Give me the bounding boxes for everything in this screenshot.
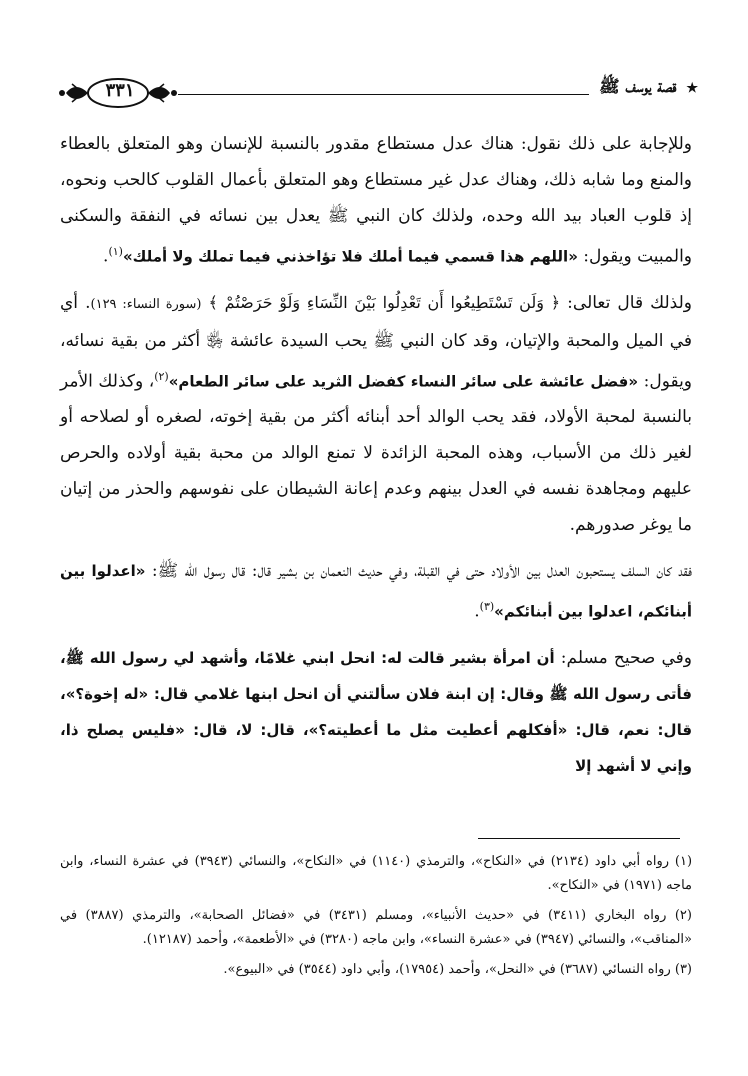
paragraph-4-part-d: ، قال: لا، قال:	[193, 720, 309, 739]
paragraph-4-intro: وفي صحيح مسلم:	[560, 647, 692, 668]
hadith-quote-4a: «له إخوة؟»	[65, 684, 149, 703]
main-text	[60, 126, 692, 794]
footnotes	[60, 850, 692, 988]
footnote-ref-1: (١)	[108, 245, 123, 258]
paragraph-1-text: وللإجابة على ذلك نقول: هناك عدل مستطاع مقدور بالنسبة للإنسان وهو المتعلق بالعطاء والمنع وما شابه ذلك، وهناك عدل غير مستطاع وهو المتعلق بأعمال القلوب كالحب ونحوه، إذ قلوب العباد بيد الله وحده، ولذلك كان النبي ﷺ يعدل بين نسائه في النفقة والسكنى والمبيت ويقول:	[60, 134, 692, 267]
footnote-ref-2: (٢)	[154, 369, 169, 383]
footnote-2: (٢) رواه البخاري (٣٤١١) في «حديث الأنبياء»، ومسلم (٣٤٣١) في «فضائل الصحابة»، والترمذي (٣٨٨٧) في «المناقب»، والنسائي (٣٩٤٧) في «عشرة النساء»، وابن ماجه (٣٢٨٠) في «الأطعمة»، وأحمد (١٢١٨٧).	[60, 908, 692, 947]
paragraph-2-intro: ولذلك قال تعالى:	[567, 292, 692, 313]
page-number: ٣٣١	[105, 80, 135, 101]
page-header	[58, 72, 698, 112]
hadith-quote-3: «اعدلوا بين أبنائكم، اعدلوا بين أبنائكم»	[60, 562, 692, 621]
paragraph-4	[60, 640, 692, 784]
paragraph-2-end: ، وكذلك الأمر بالنسبة لمحبة الأولاد، فقد يحب الوالد أحد أبنائه أكثر من بقية إخوته، لصغره أو لصلاحه أو لغير ذلك من الأسباب، وهذه المحبة الزائدة لا تمنع الوالد من محبة بقية أولاده والحرص عليهم ومجاهدة نفسه في العدل بينهم وعدم إعانة الشيطان على نفوسهم والحذر من إتيان ما يوغر صدورهم.	[60, 371, 692, 536]
hadith-quote-2: «فضل عائشة على سائر النساء كفضل الثريد على سائر الطعام»	[168, 372, 639, 391]
paragraph-2-body: . أي في الميل والمحبة والإتيان، وقد كان النبي ﷺ يحب السيدة عائشة ﵂ أكثر من بقية نسائه، ويقول:	[60, 292, 693, 392]
paragraph-1: وللإجابة على ذلك نقول: هناك عدل مستطاع مقدور بالنسبة للإنسان وهو المتعلق بالعطاء والمنع وما شابه ذلك، وهناك عدل غير مستطاع وهو المتعلق بأعمال القلوب كالحب ونحوه، إذ قلوب العباد بيد الله وحده، ولذلك كان النبي ﷺ يعدل بين نسائه في النفقة والسكنى والمبيت ويقول: «اللهم هذا قسمي فيما أملك فلا تؤاخذني فيما تملك ولا أملك»$^{(١)}$.	[60, 134, 692, 267]
paragraph-4-narration: أن امرأة بشير قالت له: انحل ابني غلامًا، وأشهد لي رسول الله ﷺ، فأتى رسول الله ﷺ وقال: إن ابنة فلان سألتني أن انحل ابنها غلامي قال:	[60, 648, 693, 703]
surah-reference: (سورة النساء: ١٢٩)	[90, 296, 202, 312]
hadith-quote-4c: «فليس يصلح ذا، وإني لا أشهد إلا	[60, 720, 692, 775]
paragraph-3: فقد كان السلف يستحبون العدل بين الأولاد حتى في القبلة، وفي حديث النعمان بن بشير قال: قال رسول الله ﷺ: «اعدلوا بين أبنائكم، اعدلوا بين أبنائكم»$^{(٣)}$.	[60, 561, 692, 622]
footnote-3: (٣) رواه النسائي (٣٦٨٧) في «النحل»، وأحمد (١٧٩٥٤)، وأبي داود (٣٥٤٤) في «البيوع».	[223, 962, 692, 977]
paragraph-4-part-c: ، قال: نعم، قال:	[60, 684, 693, 739]
quran-verse: ﴿ وَلَن تَسْتَطِيعُوا أَن تَعْدِلُوا بَيْنَ النِّسَاءِ وَلَوْ حَرَصْتُمْ ﴾	[208, 292, 561, 312]
hadith-quote-4b: «أفكلهم أعطيت مثل ما أعطيته؟»	[308, 720, 568, 739]
hadith-quote-1: «اللهم هذا قسمي فيما أملك فلا تؤاخذني فيما تملك ولا أملك»	[122, 247, 578, 266]
header-rule	[178, 94, 658, 95]
paragraph-2	[60, 285, 692, 544]
footnote-1: (١) رواه أبي داود (٢١٣٤) في «النكاح»، والترمذي (١١٤٠) في «النكاح»، والنسائي (٣٩٤٣) في عشرة النساء، وابن ماجه (١٩٧١) في «النكاح».	[60, 854, 693, 893]
running-title	[589, 76, 698, 101]
paragraph-3-text: فقد كان السلف يستحبون العدل بين الأولاد حتى في القبلة، وفي حديث النعمان بن بشير قال: قال رسول الله ﷺ:	[151, 561, 692, 582]
footnote-ref-3: (٣)	[479, 600, 495, 614]
footnote-separator	[478, 838, 680, 839]
star-icon: ★	[686, 81, 698, 96]
running-title-text: قصة يوسف ﷺ	[599, 77, 677, 97]
